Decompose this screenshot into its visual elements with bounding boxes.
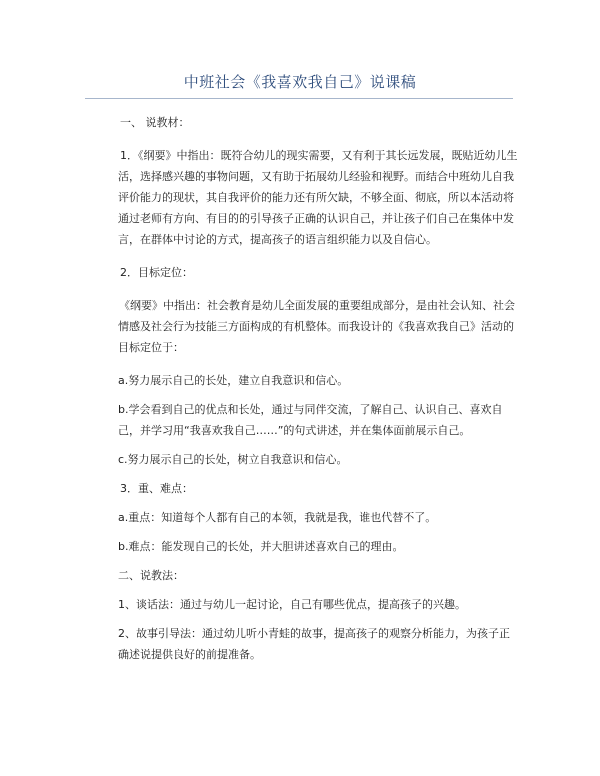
method-item-1: 1、谈话法：通过与幼儿一起讨论，自己有哪些优点，提高孩子的兴趣。	[118, 598, 466, 611]
goal-item-a: a.努力展示自己的长处，建立自我意识和信心。	[118, 374, 349, 387]
subheading-key-points: 3．重、难点：	[120, 482, 193, 495]
goal-item-c: c.努力展示自己的长处，树立自我意识和信心。	[118, 453, 348, 466]
method-item-2: 2、故事引导法：通过幼儿听小青蛙的故事，提高孩子的观察分析能力，为孩子正确述说提供良好的前提准备。	[118, 627, 510, 661]
section-heading-teaching-method: 二、说教法：	[118, 569, 184, 582]
title-divider	[85, 98, 513, 99]
key-point-b: b.难点：能发现自己的长处，并大胆讲述喜欢自己的理由。	[118, 540, 404, 553]
paragraph-material-analysis: 1．《纲要》中指出：既符合幼儿的现实需要，又有利于其长远发展，既贴近幼儿生活，选择感兴趣的事物问题，又有助于拓展幼儿经验和视野。而结合中班幼儿自我评价能力的现状，其自我评价的能力还有所欠缺，不够全面、彻底，所以本活动将通过老师有方向、有目的的引导孩子正确的认识自己，并让孩子们自己在集体中发言，在群体中讨论的方式，提高孩子的语言组织能力以及自信心。	[118, 149, 518, 246]
goal-item-b: b.学会看到自己的优点和长处，通过与同伴交流，了解自己、认识自己、喜欢自己，并学习用“我喜欢我自己……”的句式讲述，并在集体面前展示自己。	[118, 403, 503, 437]
document-body	[118, 112, 518, 665]
section-heading-teaching-material: 一、 说教材：	[120, 116, 190, 129]
key-point-a: a.重点：知道每个人都有自己的本领，我就是我，谁也代替不了。	[118, 511, 437, 524]
document-title: 中班社会《我喜欢我自己》说课稿	[183, 73, 417, 91]
paragraph-goal-intro: 《纲要》中指出：社会教育是幼儿全面发展的重要组成部分，是由社会认知、社会情感及社会行为技能三方面构成的有机整体。而我设计的《我喜欢我自己》活动的目标定位于：	[118, 299, 515, 354]
subheading-goal-positioning: 2．目标定位：	[120, 266, 193, 279]
